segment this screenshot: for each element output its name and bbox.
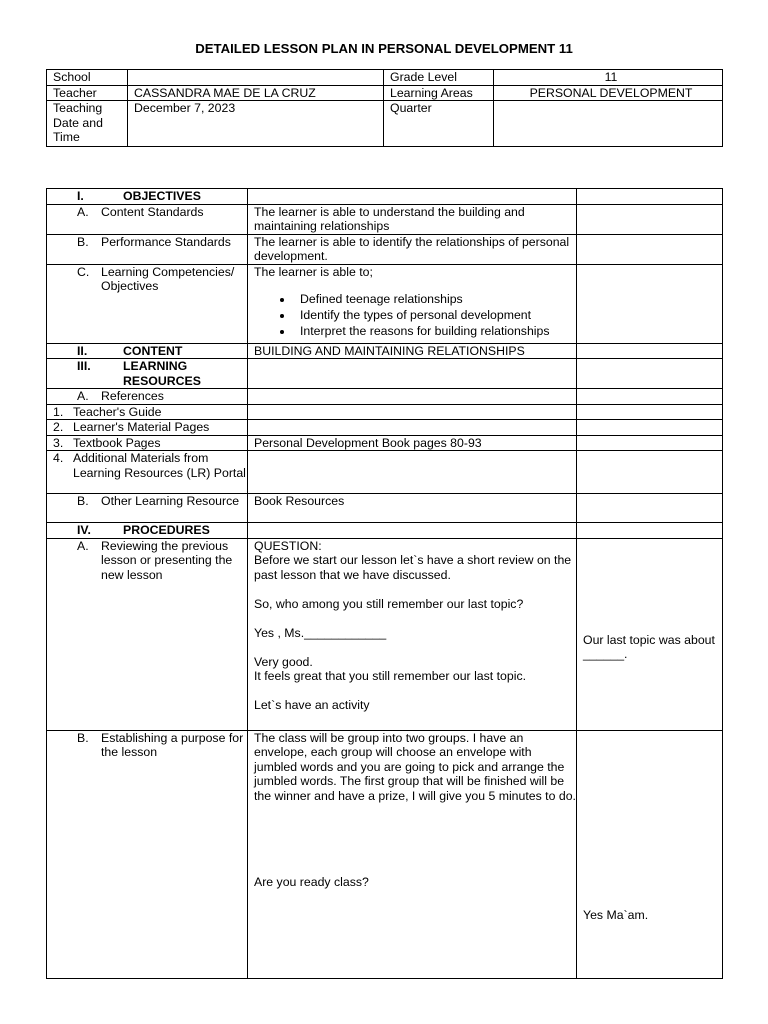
performance-standards-row: B. Performance Standards The learner is able to identify the relationships of personal development. [47,234,723,264]
procedures-label: PROCEDURES [123,523,210,537]
content-row: II. CONTENT BUILDING AND MAINTAINING RELATIONSHIPS [47,343,723,359]
additional-materials-label: Additional Materials from Learning Resources (LR) Portal [73,451,246,480]
student-response: Yes Ma`am. [583,907,649,922]
textbook-label: Textbook Pages [73,435,161,450]
grade-label: Grade Level [384,70,494,86]
review-great: It feels great that you still remember our last topic. [254,669,527,683]
resources-row: III. LEARNING RESOURCES [47,359,723,389]
areas-value: PERSONAL DEVELOPMENT [494,85,723,101]
list-item: • Interpret the reasons for building relationships [294,323,576,339]
student-response: Our last topic was about ______. [583,632,715,661]
list-item: • Identify the types of personal development [294,307,576,323]
content-standards-row: A. Content Standards The learner is able to understand the building and maintaining relationships [47,204,723,234]
section-heading: I. OBJECTIVES [77,189,201,203]
other-resources-text: Book Resources [248,494,577,523]
teachers-guide-label: Teacher's Guide [73,404,162,419]
purpose-ready: Are you ready class? [254,875,369,889]
learners-material-label: Learner's Material Pages [73,420,210,434]
teachers-guide-row: 1. Teacher's Guide [47,404,723,420]
reviewing-row: A. Reviewing the previous lesson or presenting the new lesson QUESTION: Before we start our lesson let`s have a short review on the past lesson that we have discussed. So, who among you still remember our last topic? Yes , Ms.____________ Very good. It feels great that you still remember our last topic. Let`s have an activity Our last topic was about ______. [47,538,723,730]
school-label: School [47,70,128,86]
school-value [128,70,384,86]
date-label: Teaching Date and Time [47,101,128,147]
header-table [46,69,723,147]
other-resources-row: B. Other Learning Resource Book Resources [47,494,723,523]
review-activity: Let`s have an activity [254,698,370,712]
purpose-text: The class will be group into two groups. I have an envelope, each group will choose an envelope with jumbled words and you are going to pick and arrange the jumbled words. The first group that will be finished will be the winner and have a prize, I will give you 5 minutes to do. [254,730,576,803]
teacher-label: Teacher [47,85,128,101]
competencies-row: C. Learning Competencies/ Objectives The learner is able to; • Defined teenage relationships • Identify the types of personal development • Interpret the reasons for building relationships [47,264,723,343]
review-intro: Before we start our lesson let`s have a short review on the past lesson that we have discussed. [254,553,572,582]
content-label: CONTENT [123,343,183,358]
review-answer: Yes , Ms.____________ [254,625,387,640]
purpose-label: Establishing a purpose for the lesson [101,730,244,759]
references-row: A. References [47,389,723,405]
reviewing-label: Reviewing the previous lesson or presenting the new lesson [101,538,233,582]
date-value: December 7, 2023 [128,101,384,147]
review-ask: So, who among you still remember our last topic? [254,596,524,611]
objectives-row [47,189,723,205]
content-standards-label: Content Standards [101,204,204,219]
competencies-label: Learning Competencies/ Objectives [101,264,235,293]
list-item: • Defined teenage relationships [294,291,576,307]
competencies-intro: The learner is able to; [254,264,373,279]
competencies-list [254,291,576,339]
quarter-value [494,101,723,147]
other-resources-label: Other Learning Resource [101,494,240,508]
content-text: BUILDING AND MAINTAINING RELATIONSHIPS [248,343,577,359]
textbook-text: Personal Development Book pages 80-93 [248,435,577,451]
performance-standards-text: The learner is able to identify the relationships of personal development. [248,234,577,264]
textbook-row: 3. Textbook Pages Personal Development Book pages 80-93 [47,435,723,451]
additional-materials-row: 4. Additional Materials from Learning Resources (LR) Portal [47,451,723,494]
content-standards-text: The learner is able to understand the building and maintaining relationships [248,204,577,234]
quarter-label: Quarter [384,101,494,147]
procedures-row: IV. PROCEDURES [47,523,723,539]
references-label: References [101,389,164,403]
resources-label: LEARNING RESOURCES [123,359,201,388]
purpose-row: B. Establishing a purpose for the lesson The class will be group into two groups. I have an envelope, each group will choose an envelope with jumbled words and you are going to pick and arrange the jumbled words. The first group that will be finished will be the winner and have a prize, I will give you 5 minutes to do. Are you ready class? Yes Ma`am. [47,730,723,978]
review-good: Very good. [254,654,313,669]
learners-material-row: 2. Learner's Material Pages [47,420,723,436]
document-title: DETAILED LESSON PLAN IN PERSONAL DEVELOPMENT 11 [195,41,573,56]
lesson-plan-table [46,188,723,979]
areas-label: Learning Areas [384,85,494,101]
performance-standards-label: Performance Standards [101,234,231,249]
grade-value: 11 [494,70,723,86]
teacher-value: CASSANDRA MAE DE LA CRUZ [128,85,384,101]
review-question-label: QUESTION: [254,538,322,553]
